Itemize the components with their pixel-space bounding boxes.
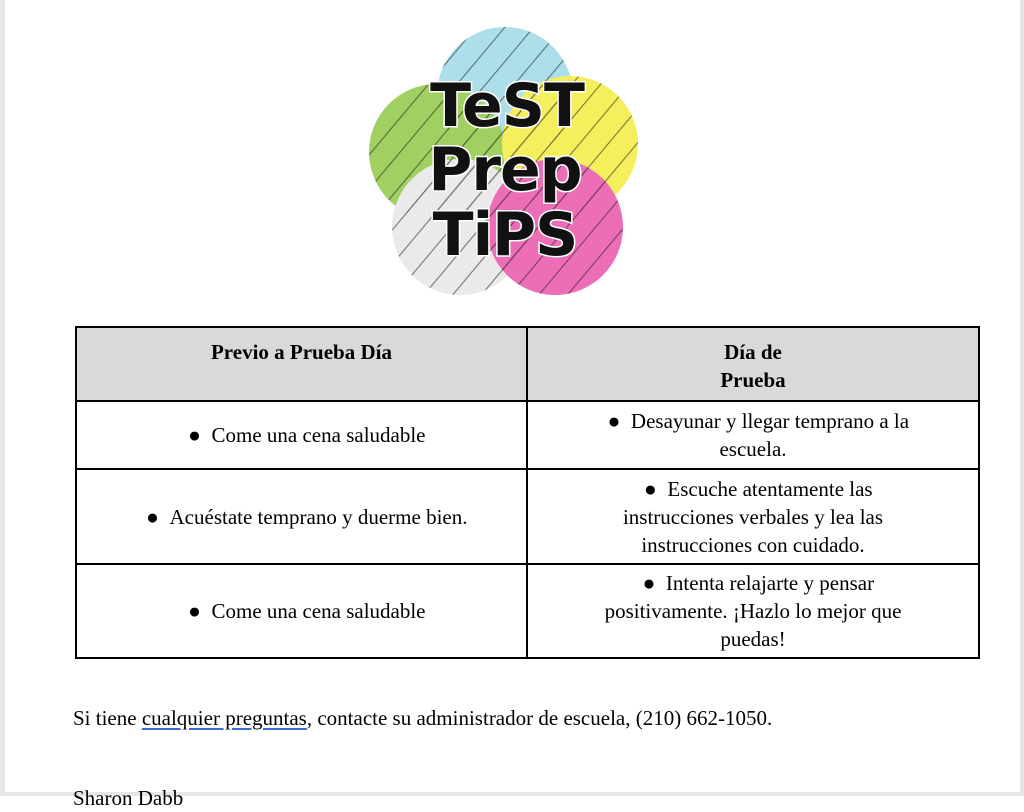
table-row [76,401,979,469]
table-cell-left: ● Come una cena saludable [76,401,527,469]
test-tips-table [75,326,980,659]
contact-highlighted-phrase: cualquier preguntas [141,706,307,730]
logo-word-prep: Prep [428,135,582,205]
header-test-day: Día de Prueba [527,327,979,401]
table-header-row [76,327,979,401]
bullet-icon: ● [188,423,201,447]
bullet-icon: ● [146,504,159,529]
table-cell-left: ● Come una cena saludable [76,564,527,658]
bullet-icon: ● [642,571,656,595]
table-cell-left: ● Acuéstate temprano y duerme bien. [76,469,527,564]
table-cell-right: ● Escuche atentamente las instrucciones verbales y lea las instrucciones con cuidado. [527,469,979,564]
table-row [76,469,979,564]
cut-off-signature-line: Sharon Dabb [73,786,184,810]
contact-paragraph [73,704,772,732]
header-pre-test-day: Previo a Prueba Día [76,327,527,401]
page-edge-right [1020,0,1024,796]
logo-word-test: TeST [430,71,584,141]
contact-prefix: Si tiene [73,706,142,730]
table-row [76,564,979,658]
page-edge-left [0,0,5,796]
contact-suffix: , contacte su administrador de escuela, (210) 662-1050. [306,706,773,730]
bullet-icon: ● [607,409,621,433]
test-prep-tips-logo [365,22,650,300]
logo-word-tips: TiPS [432,200,578,270]
bullet-icon: ● [188,599,201,623]
table-cell-right: ● Intenta relajarte y pensar positivamente. ¡Hazlo lo mejor que puedas! [527,564,979,658]
table-cell-right: ● Desayunar y llegar temprano a la escuela. [527,401,979,469]
bullet-icon: ● [644,476,657,501]
